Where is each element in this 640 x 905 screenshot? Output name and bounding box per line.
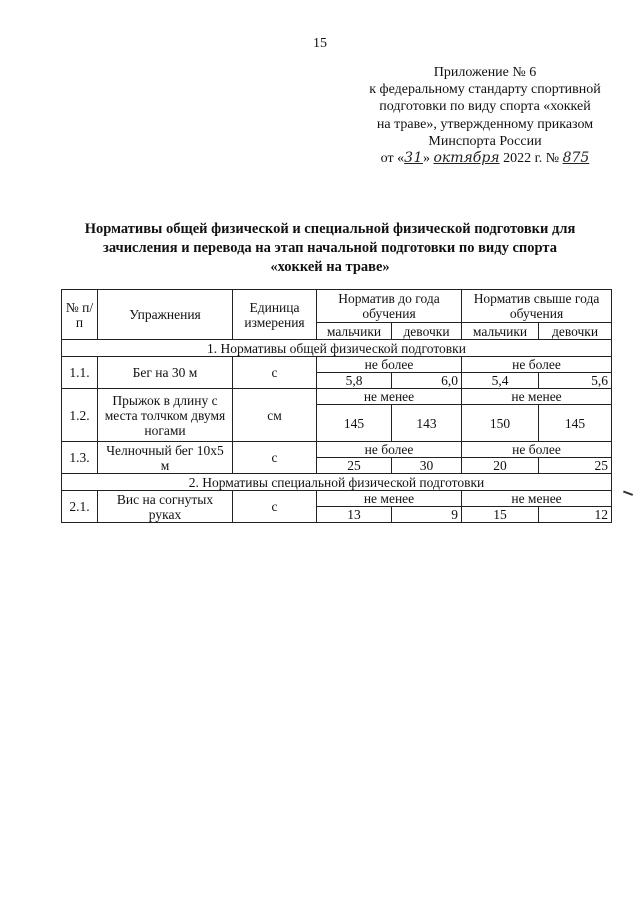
- value-cell: 5,4: [462, 373, 539, 389]
- header-num: № п/п: [62, 290, 98, 340]
- header-boys: мальчики: [462, 323, 539, 340]
- value-cell: 145: [539, 405, 612, 442]
- appendix-line-1: к федеральному стандарту спортивной: [369, 82, 601, 98]
- row-exercise: Вис на согнутых руках: [98, 491, 233, 523]
- scan-mark: [621, 491, 633, 502]
- order-mid-2: 2022 г. №: [499, 151, 563, 167]
- order-prefix: от «: [380, 151, 405, 167]
- appendix-line-3: на траве», утвержденному приказом: [376, 116, 594, 132]
- title-line-2: зачисления и перевода на этап начальной подготовки по виду спорта: [103, 240, 557, 256]
- row-unit: с: [233, 357, 317, 389]
- appendix-title: Приложение № 6: [433, 65, 537, 80]
- header-unit: Единица измерения: [233, 290, 317, 340]
- page-number: 15: [313, 36, 327, 51]
- title-line-3: «хоккей на траве»: [270, 259, 390, 275]
- header-norm-under-year: Норматив до года обучения: [317, 290, 462, 323]
- value-cell: 13: [317, 507, 392, 523]
- value-cell: 20: [462, 458, 539, 474]
- row-exercise: Бег на 30 м: [98, 357, 233, 389]
- value-cell: 5,8: [317, 373, 392, 389]
- row-unit: с: [233, 491, 317, 523]
- value-cell: 145: [317, 405, 392, 442]
- section-title: 2. Нормативы специальной физической подготовки: [62, 474, 612, 491]
- norms-table: [61, 289, 612, 523]
- value-cell: 25: [317, 458, 392, 474]
- value-cell: 15: [462, 507, 539, 523]
- value-cell: 143: [392, 405, 462, 442]
- value-cell: 5,6: [539, 373, 612, 389]
- row-criterion: не более: [462, 442, 612, 458]
- row-criterion: не менее: [462, 389, 612, 405]
- order-month: октября: [433, 150, 500, 167]
- section-title: 1. Нормативы общей физической подготовки: [62, 340, 612, 357]
- document-title: [70, 220, 590, 277]
- row-criterion: не менее: [317, 491, 462, 507]
- header-exercise: Упражнения: [98, 290, 233, 340]
- header-norm-over-year: Норматив свыше года обучения: [462, 290, 612, 323]
- header-girls: девочки: [392, 323, 462, 340]
- header-girls: девочки: [539, 323, 612, 340]
- appendix-line-2: подготовки по виду спорта «хоккей: [379, 99, 591, 115]
- row-criterion: не более: [317, 442, 462, 458]
- value-cell: 25: [539, 458, 612, 474]
- value-cell: 30: [392, 458, 462, 474]
- row-criterion: не более: [317, 357, 462, 373]
- row-num: 2.1.: [62, 491, 98, 523]
- order-mid-1: »: [422, 151, 434, 167]
- title-line-1: Нормативы общей физической и специальной физической подготовки для: [84, 221, 576, 237]
- value-cell: 150: [462, 405, 539, 442]
- row-criterion: не менее: [462, 491, 612, 507]
- row-unit: с: [233, 442, 317, 474]
- value-cell: 12: [539, 507, 612, 523]
- row-criterion: не более: [462, 357, 612, 373]
- order-number: 875: [562, 150, 590, 167]
- row-num: 1.1.: [62, 357, 98, 389]
- value-cell: 9: [392, 507, 462, 523]
- order-date-line: [350, 150, 620, 167]
- row-exercise: Прыжок в длину с места толчком двумя ногами: [98, 389, 233, 442]
- row-criterion: не менее: [317, 389, 462, 405]
- row-num: 1.3.: [62, 442, 98, 474]
- appendix-line-4: Минспорта России: [428, 133, 542, 149]
- row-num: 1.2.: [62, 389, 98, 442]
- row-exercise: Челночный бег 10х5 м: [98, 442, 233, 474]
- row-unit: см: [233, 389, 317, 442]
- header-boys: мальчики: [317, 323, 392, 340]
- order-day: 31: [404, 150, 423, 167]
- value-cell: 6,0: [392, 373, 462, 389]
- appendix-block: [350, 64, 620, 167]
